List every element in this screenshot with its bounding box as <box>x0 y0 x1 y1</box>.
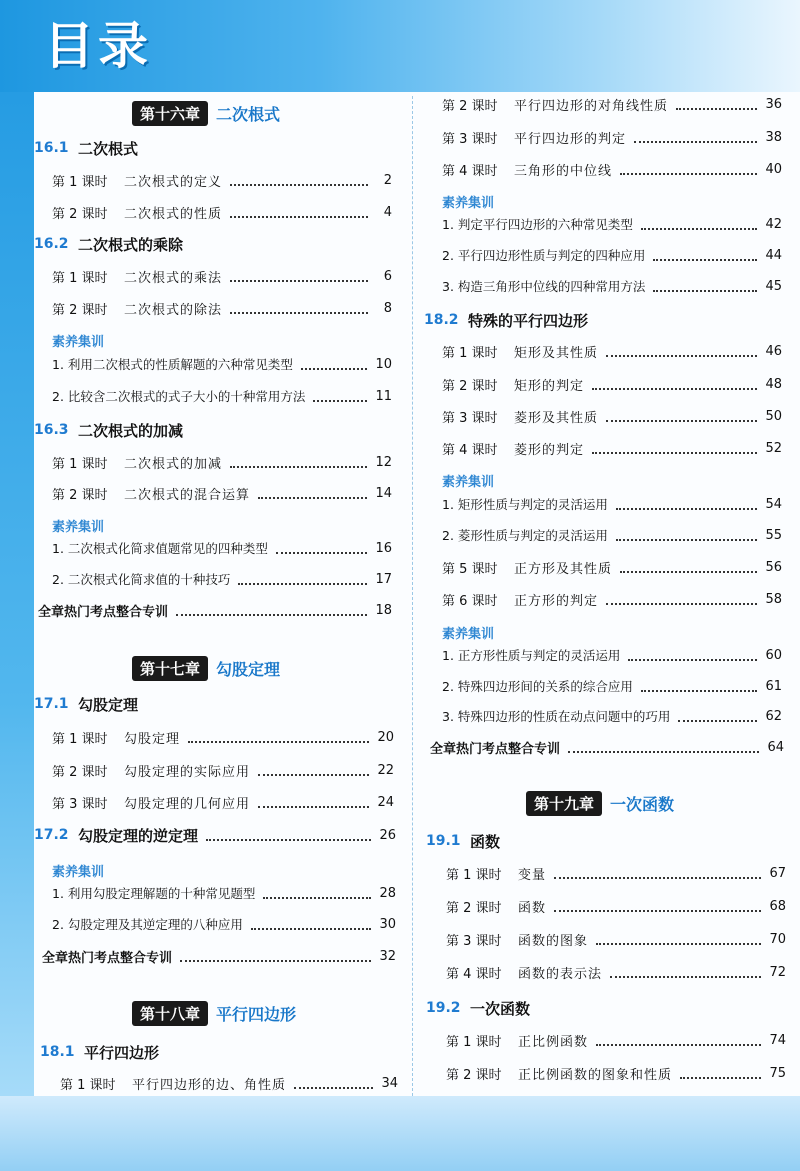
lesson-16-1-1[interactable] <box>52 168 392 192</box>
page-number: 12 <box>375 454 392 470</box>
entry-title: 2. 二次根式化简求值的十种技巧 <box>52 572 231 587</box>
section-number: 16.2 <box>34 236 69 252</box>
chapter-badge: 第十六章 <box>132 101 208 126</box>
page-number: 55 <box>765 527 782 543</box>
lesson-17-1-2[interactable] <box>52 758 394 782</box>
leader-dots <box>641 689 758 692</box>
leader-dots <box>238 582 367 585</box>
section-16-2[interactable] <box>34 232 400 256</box>
lesson-label: 第 2 课时 <box>52 487 108 503</box>
lesson-19-1-4[interactable] <box>446 960 786 984</box>
page-number: 56 <box>765 559 782 575</box>
lesson-19-1-2[interactable] <box>446 894 786 918</box>
page-number: 44 <box>765 247 782 263</box>
lesson-label: 第 2 课时 <box>52 302 108 318</box>
leader-dots <box>230 311 368 314</box>
lesson-label: 第 2 课时 <box>52 206 108 222</box>
chapter-review-18[interactable] <box>430 735 784 759</box>
exercise-entry[interactable] <box>52 881 396 905</box>
section-number: 16.3 <box>34 422 69 438</box>
section-16-3[interactable] <box>34 418 400 442</box>
leader-dots <box>554 876 761 879</box>
section-title: 平行四边形 <box>84 1043 160 1062</box>
lesson-16-1-2[interactable] <box>52 200 392 224</box>
lesson-16-2-1[interactable] <box>52 264 392 288</box>
leader-dots <box>568 750 759 753</box>
exercise-entry[interactable] <box>52 912 396 936</box>
lesson-title: 正比例函数的图象和性质 <box>518 1067 673 1083</box>
page-number: 4 <box>383 204 392 220</box>
leader-dots <box>592 387 757 390</box>
leader-dots <box>596 942 761 945</box>
lesson-19-2-2[interactable] <box>446 1061 786 1085</box>
section-title: 二次根式的加减 <box>78 421 184 440</box>
lesson-label: 第 1 课时 <box>52 270 108 286</box>
lesson-title: 勾股定理的实际应用 <box>124 764 251 780</box>
page-number: 16 <box>375 540 392 556</box>
lesson-title: 正方形的判定 <box>514 593 599 609</box>
chapter-review-17[interactable] <box>42 944 396 968</box>
entry-title: 1. 二次根式化简求值题常见的四种类型 <box>52 541 268 556</box>
lesson-label: 第 1 课时 <box>52 456 108 472</box>
exercise-entry[interactable] <box>442 492 782 516</box>
page-number: 8 <box>383 300 392 316</box>
lesson-title: 二次根式的性质 <box>124 206 223 222</box>
entry-title: 2. 平行四边形性质与判定的四种应用 <box>442 248 646 263</box>
section-title: 勾股定理 <box>78 695 139 714</box>
entry-title: 2. 特殊四边形间的关系的综合应用 <box>442 679 633 694</box>
chapter-18-heading[interactable] <box>132 1001 296 1025</box>
lesson-title: 函数的表示法 <box>518 966 603 982</box>
lesson-title: 三角形的中位线 <box>514 163 613 179</box>
lesson-label: 第 1 课时 <box>52 731 108 747</box>
page-number: 34 <box>381 1075 398 1091</box>
leader-dots <box>606 354 757 357</box>
page-number: 50 <box>765 408 782 424</box>
leader-dots <box>634 140 757 143</box>
lesson-label: 第 3 课时 <box>442 410 498 426</box>
leader-dots <box>610 975 761 978</box>
lesson-label: 第 2 课时 <box>52 764 108 780</box>
leader-dots <box>294 1086 373 1089</box>
leader-dots <box>313 399 367 402</box>
section-19-1[interactable] <box>426 829 786 853</box>
lesson-label: 第 6 课时 <box>442 593 498 609</box>
page-number: 62 <box>765 708 782 724</box>
leader-dots <box>628 658 757 661</box>
page-number: 22 <box>377 762 394 778</box>
leader-dots <box>276 551 368 554</box>
lesson-title: 二次根式的加减 <box>124 456 223 472</box>
leader-dots <box>616 538 758 541</box>
exercise-entry[interactable] <box>442 523 782 547</box>
section-title: 特殊的平行四边形 <box>468 311 589 330</box>
leader-dots <box>230 465 367 468</box>
lesson-18-1-3[interactable] <box>442 125 782 149</box>
chapter-title: 平行四边形 <box>216 1004 297 1024</box>
leader-dots <box>230 279 368 282</box>
lesson-label: 第 1 课时 <box>446 1034 502 1050</box>
leader-dots <box>263 896 371 899</box>
subsection-heading: 素养集训 <box>52 519 105 535</box>
entry-title: 全章热门考点整合专训 <box>430 741 561 757</box>
lesson-19-1-1[interactable] <box>446 861 786 885</box>
lesson-title: 变量 <box>518 867 547 883</box>
section-18-1[interactable] <box>40 1040 406 1064</box>
section-number: 19.1 <box>426 833 461 849</box>
section-19-2[interactable] <box>426 996 786 1020</box>
lesson-title: 菱形及其性质 <box>514 410 599 426</box>
page-title: 目录 <box>44 17 152 75</box>
leader-dots <box>230 215 368 218</box>
page-number: 36 <box>765 96 782 112</box>
exercise-entry[interactable] <box>442 643 782 667</box>
section-18-2[interactable] <box>424 308 784 332</box>
subsection-heading: 素养集训 <box>442 474 495 490</box>
lesson-17-1-1[interactable] <box>52 725 394 749</box>
lesson-title: 二次根式的定义 <box>124 174 223 190</box>
page-number: 11 <box>375 388 392 404</box>
lesson-label: 第 4 课时 <box>446 966 502 982</box>
entry-title: 2. 勾股定理及其逆定理的八种应用 <box>52 917 243 932</box>
page-number: 40 <box>765 161 782 177</box>
lesson-18-1-4[interactable] <box>442 157 782 181</box>
page-number: 75 <box>769 1065 786 1081</box>
lesson-title: 二次根式的乘法 <box>124 270 223 286</box>
page-number: 67 <box>769 865 786 881</box>
lesson-label: 第 4 课时 <box>442 163 498 179</box>
page-number: 32 <box>379 948 396 964</box>
chapter-17-heading[interactable] <box>132 656 280 680</box>
lesson-label: 第 2 课时 <box>446 900 502 916</box>
leader-dots <box>554 909 761 912</box>
subsection-heading: 素养集训 <box>52 864 105 880</box>
leader-dots <box>258 805 369 808</box>
section-17-2[interactable] <box>34 823 396 847</box>
exercise-entry[interactable] <box>52 567 392 591</box>
lesson-label: 第 5 课时 <box>442 561 498 577</box>
entry-title: 1. 利用勾股定理解题的十种常见题型 <box>52 886 256 901</box>
page-number: 52 <box>765 440 782 456</box>
section-number: 18.1 <box>40 1044 75 1060</box>
exercise-entry[interactable] <box>52 352 392 376</box>
page-number: 70 <box>769 931 786 947</box>
chapter-title: 勾股定理 <box>216 659 281 679</box>
page-number: 18 <box>375 602 392 618</box>
section-title: 二次根式 <box>78 139 139 158</box>
chapter-review-16[interactable] <box>38 598 392 622</box>
entry-title: 1. 矩形性质与判定的灵活运用 <box>442 497 608 512</box>
section-number: 17.1 <box>34 696 69 712</box>
lesson-title: 勾股定理 <box>124 731 181 747</box>
page-number: 10 <box>375 356 392 372</box>
subsection-heading: 素养集训 <box>442 195 495 211</box>
left-color-strip <box>0 0 34 1171</box>
lesson-label: 第 1 课时 <box>442 345 498 361</box>
lesson-label: 第 3 课时 <box>442 131 498 147</box>
entry-title: 3. 构造三角形中位线的四种常用方法 <box>442 279 646 294</box>
subsection-heading: 素养集训 <box>442 626 495 642</box>
lesson-label: 第 1 课时 <box>52 174 108 190</box>
lesson-title: 菱形的判定 <box>514 442 585 458</box>
leader-dots <box>301 367 368 370</box>
leader-dots <box>653 289 757 292</box>
lesson-18-2-3[interactable] <box>442 404 782 428</box>
page-number: 14 <box>375 485 392 501</box>
leader-dots <box>680 1076 761 1079</box>
lesson-19-1-3[interactable] <box>446 927 786 951</box>
page-number: 72 <box>769 964 786 980</box>
lesson-label: 第 1 课时 <box>60 1077 116 1093</box>
lesson-title: 矩形的判定 <box>514 378 585 394</box>
section-title: 勾股定理的逆定理 <box>78 826 199 845</box>
page-number: 68 <box>769 898 786 914</box>
lesson-title: 正方形及其性质 <box>514 561 613 577</box>
leader-dots <box>676 107 757 110</box>
column-divider <box>412 96 413 1096</box>
entry-title: 1. 判定平行四边形的六种常见类型 <box>442 217 633 232</box>
page-number: 45 <box>765 278 782 294</box>
page-number: 54 <box>765 496 782 512</box>
leader-dots <box>620 172 757 175</box>
section-number: 16.1 <box>34 140 69 156</box>
lesson-label: 第 2 课时 <box>442 378 498 394</box>
lesson-label: 第 2 课时 <box>442 98 498 114</box>
entry-title: 1. 利用二次根式的性质解题的六种常见类型 <box>52 357 293 372</box>
leader-dots <box>258 496 367 499</box>
page-number: 17 <box>375 571 392 587</box>
page-number: 64 <box>767 739 784 755</box>
section-title: 函数 <box>470 832 501 851</box>
lesson-18-2-4[interactable] <box>442 436 782 460</box>
lesson-title: 平行四边形的判定 <box>514 131 627 147</box>
page-number: 2 <box>383 172 392 188</box>
lesson-title: 平行四边形的边、角性质 <box>132 1077 287 1093</box>
lesson-title: 二次根式的混合运算 <box>124 487 251 503</box>
lesson-title: 勾股定理的几何应用 <box>124 796 251 812</box>
page-number: 48 <box>765 376 782 392</box>
lesson-16-2-2[interactable] <box>52 296 392 320</box>
chapter-title: 一次函数 <box>610 794 675 814</box>
chapter-badge: 第十九章 <box>526 791 602 816</box>
page-number: 26 <box>379 827 396 843</box>
lesson-label: 第 4 课时 <box>442 442 498 458</box>
leader-dots <box>641 227 758 230</box>
page-number: 58 <box>765 591 782 607</box>
leader-dots <box>620 570 757 573</box>
section-number: 19.2 <box>426 1000 461 1016</box>
chapter-16-heading[interactable] <box>132 101 280 125</box>
lesson-title: 正比例函数 <box>518 1034 589 1050</box>
exercise-entry[interactable] <box>52 384 392 408</box>
chapter-badge: 第十七章 <box>132 656 208 681</box>
lesson-title: 二次根式的除法 <box>124 302 223 318</box>
bottom-decoration <box>0 1096 800 1171</box>
leader-dots <box>230 183 368 186</box>
page-number: 20 <box>377 729 394 745</box>
lesson-19-2-1[interactable] <box>446 1028 786 1052</box>
lesson-title: 函数的图象 <box>518 933 589 949</box>
leader-dots <box>206 838 371 841</box>
exercise-entry[interactable] <box>442 704 782 728</box>
page-number: 30 <box>379 916 396 932</box>
lesson-title: 矩形及其性质 <box>514 345 599 361</box>
lesson-18-2-2[interactable] <box>442 372 782 396</box>
entry-title: 2. 菱形性质与判定的灵活运用 <box>442 528 608 543</box>
chapter-badge: 第十八章 <box>132 1001 208 1026</box>
section-title: 二次根式的乘除 <box>78 235 184 254</box>
lesson-label: 第 3 课时 <box>52 796 108 812</box>
leader-dots <box>606 602 757 605</box>
section-number: 17.2 <box>34 827 69 843</box>
page-number: 46 <box>765 343 782 359</box>
page-number: 60 <box>765 647 782 663</box>
lesson-18-1-1[interactable] <box>60 1071 398 1095</box>
page-number: 61 <box>765 678 782 694</box>
page-number: 28 <box>379 885 396 901</box>
leader-dots <box>180 959 371 962</box>
exercise-entry[interactable] <box>442 674 782 698</box>
section-17-1[interactable] <box>34 692 400 716</box>
leader-dots <box>258 773 369 776</box>
entry-title: 3. 特殊四边形的性质在动点问题中的巧用 <box>442 709 671 724</box>
section-title: 一次函数 <box>470 999 531 1018</box>
exercise-entry[interactable] <box>442 274 782 298</box>
lesson-16-3-1[interactable] <box>52 450 392 474</box>
lesson-title: 函数 <box>518 900 547 916</box>
exercise-entry[interactable] <box>52 536 392 560</box>
lesson-label: 第 1 课时 <box>446 867 502 883</box>
leader-dots <box>653 258 757 261</box>
section-number: 18.2 <box>424 312 459 328</box>
page-number: 38 <box>765 129 782 145</box>
exercise-entry[interactable] <box>442 243 782 267</box>
chapter-title: 二次根式 <box>216 104 281 124</box>
entry-title: 全章热门考点整合专训 <box>42 950 173 966</box>
entry-title: 全章热门考点整合专训 <box>38 604 169 620</box>
lesson-18-2-5[interactable] <box>442 555 782 579</box>
lesson-label: 第 3 课时 <box>446 933 502 949</box>
page-number: 6 <box>383 268 392 284</box>
leader-dots <box>596 1043 761 1046</box>
lesson-18-2-6[interactable] <box>442 587 782 611</box>
lesson-16-3-2[interactable] <box>52 481 392 505</box>
page-number: 42 <box>765 216 782 232</box>
leader-dots <box>592 451 757 454</box>
entry-title: 2. 比较含二次根式的式子大小的十种常用方法 <box>52 389 306 404</box>
page-number: 24 <box>377 794 394 810</box>
section-16-1[interactable] <box>34 136 400 160</box>
lesson-18-2-1[interactable] <box>442 339 782 363</box>
exercise-entry[interactable] <box>442 212 782 236</box>
leader-dots <box>251 927 372 930</box>
lesson-title: 平行四边形的对角线性质 <box>514 98 669 114</box>
chapter-19-heading[interactable] <box>526 791 674 815</box>
lesson-18-1-2[interactable] <box>442 92 782 116</box>
entry-title: 1. 正方形性质与判定的灵活运用 <box>442 648 621 663</box>
lesson-label: 第 2 课时 <box>446 1067 502 1083</box>
leader-dots <box>606 419 757 422</box>
subsection-heading: 素养集训 <box>52 334 105 350</box>
leader-dots <box>176 613 367 616</box>
leader-dots <box>616 507 758 510</box>
leader-dots <box>188 740 369 743</box>
page-number: 74 <box>769 1032 786 1048</box>
lesson-17-1-3[interactable] <box>52 790 394 814</box>
leader-dots <box>678 719 757 722</box>
